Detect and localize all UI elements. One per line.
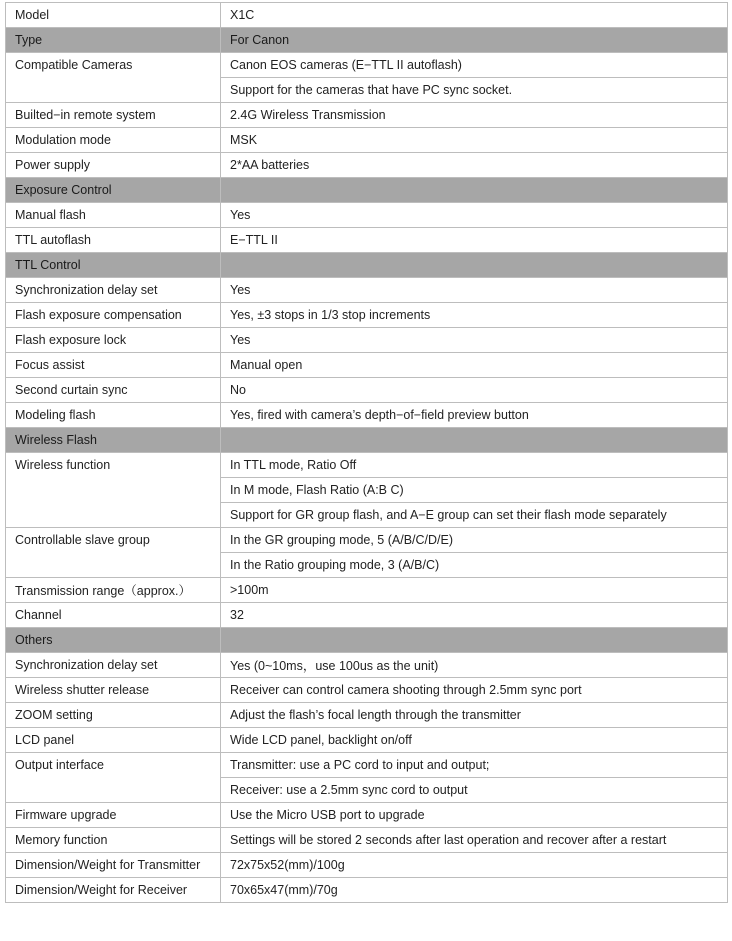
section-title: Others <box>6 628 221 653</box>
section-value: For Canon <box>221 28 728 53</box>
spec-value: E−TTL II <box>221 228 728 253</box>
spec-row <box>6 453 728 478</box>
spec-value: Yes <box>221 278 728 303</box>
spec-value: 32 <box>221 603 728 628</box>
spec-row <box>6 753 728 778</box>
spec-label: Dimension/Weight for Transmitter <box>6 853 221 878</box>
spec-row <box>6 578 728 603</box>
spec-label: ZOOM setting <box>6 703 221 728</box>
spec-label: TTL autoflash <box>6 228 221 253</box>
spec-value: 2*AA batteries <box>221 153 728 178</box>
spec-label: Synchronization delay set <box>6 278 221 303</box>
section-value <box>221 428 728 453</box>
spec-row <box>6 728 728 753</box>
spec-row <box>6 203 728 228</box>
spec-value: MSK <box>221 128 728 153</box>
spec-row <box>6 303 728 328</box>
spec-label: Synchronization delay set <box>6 653 221 678</box>
spec-value: No <box>221 378 728 403</box>
spec-row <box>6 878 728 903</box>
spec-value: In M mode, Flash Ratio (A:B C) <box>221 478 728 503</box>
spec-value: Settings will be stored 2 seconds after last operation and recover after a restart <box>221 828 728 853</box>
spec-label: Wireless function <box>6 453 221 528</box>
spec-value: In the Ratio grouping mode, 3 (A/B/C) <box>221 553 728 578</box>
spec-row <box>6 53 728 78</box>
spec-value: Wide LCD panel, backlight on/off <box>221 728 728 753</box>
spec-label: Firmware upgrade <box>6 803 221 828</box>
spec-value: Receiver can control camera shooting through 2.5mm sync port <box>221 678 728 703</box>
spec-row <box>6 603 728 628</box>
spec-row <box>6 703 728 728</box>
spec-value: Receiver: use a 2.5mm sync cord to output <box>221 778 728 803</box>
spec-label: Output interface <box>6 753 221 803</box>
spec-row <box>6 403 728 428</box>
spec-label: Model <box>6 3 221 28</box>
spec-value: In the GR grouping mode, 5 (A/B/C/D/E) <box>221 528 728 553</box>
spec-value: Canon EOS cameras (E−TTL II autoflash) <box>221 53 728 78</box>
spec-row <box>6 353 728 378</box>
section-value <box>221 253 728 278</box>
spec-row <box>6 328 728 353</box>
spec-row <box>6 153 728 178</box>
spec-label: Dimension/Weight for Receiver <box>6 878 221 903</box>
spec-row <box>6 378 728 403</box>
spec-row <box>6 678 728 703</box>
section-header-row <box>6 628 728 653</box>
spec-label: Focus assist <box>6 353 221 378</box>
section-title: Exposure Control <box>6 178 221 203</box>
spec-value: 70x65x47(mm)/70g <box>221 878 728 903</box>
spec-value: Support for GR group flash, and A−E group can set their flash mode separately <box>221 503 728 528</box>
spec-label: Builted−in remote system <box>6 103 221 128</box>
spec-value: Yes (0~10ms，use 100us as the unit) <box>221 653 728 678</box>
spec-label: LCD panel <box>6 728 221 753</box>
spec-value: Transmitter: use a PC cord to input and output; <box>221 753 728 778</box>
section-value <box>221 628 728 653</box>
section-title: Type <box>6 28 221 53</box>
spec-label: Transmission range（approx.） <box>6 578 221 603</box>
spec-label: Manual flash <box>6 203 221 228</box>
spec-label: Flash exposure compensation <box>6 303 221 328</box>
spec-row <box>6 228 728 253</box>
spec-value: Manual open <box>221 353 728 378</box>
section-header-row <box>6 28 728 53</box>
spec-label: Memory function <box>6 828 221 853</box>
spec-label: Channel <box>6 603 221 628</box>
spec-row <box>6 128 728 153</box>
section-header-row <box>6 178 728 203</box>
spec-label: Power supply <box>6 153 221 178</box>
spec-value: Use the Micro USB port to upgrade <box>221 803 728 828</box>
section-header-row <box>6 253 728 278</box>
section-title: TTL Control <box>6 253 221 278</box>
spec-value: Yes, fired with camera’s depth−of−field preview button <box>221 403 728 428</box>
section-title: Wireless Flash <box>6 428 221 453</box>
spec-value: Support for the cameras that have PC sync socket. <box>221 78 728 103</box>
spec-label: Second curtain sync <box>6 378 221 403</box>
section-header-row <box>6 428 728 453</box>
spec-value: 72x75x52(mm)/100g <box>221 853 728 878</box>
spec-value: Adjust the flash’s focal length through the transmitter <box>221 703 728 728</box>
section-value <box>221 178 728 203</box>
spec-value: 2.4G Wireless Transmission <box>221 103 728 128</box>
spec-label: Flash exposure lock <box>6 328 221 353</box>
spec-value: Yes, ±3 stops in 1/3 stop increments <box>221 303 728 328</box>
spec-value: Yes <box>221 203 728 228</box>
spec-label: Compatible Cameras <box>6 53 221 103</box>
spec-row <box>6 853 728 878</box>
spec-label: Controllable slave group <box>6 528 221 578</box>
spec-row <box>6 278 728 303</box>
spec-row <box>6 103 728 128</box>
spec-value: In TTL mode, Ratio Off <box>221 453 728 478</box>
spec-value: X1C <box>221 3 728 28</box>
spec-label: Wireless shutter release <box>6 678 221 703</box>
spec-row <box>6 803 728 828</box>
spec-row <box>6 828 728 853</box>
spec-row <box>6 528 728 553</box>
spec-value: Yes <box>221 328 728 353</box>
spec-row <box>6 653 728 678</box>
spec-table-body <box>6 3 728 903</box>
spec-label: Modeling flash <box>6 403 221 428</box>
spec-label: Modulation mode <box>6 128 221 153</box>
spec-value: >100m <box>221 578 728 603</box>
spec-row <box>6 3 728 28</box>
spec-table <box>5 2 728 903</box>
